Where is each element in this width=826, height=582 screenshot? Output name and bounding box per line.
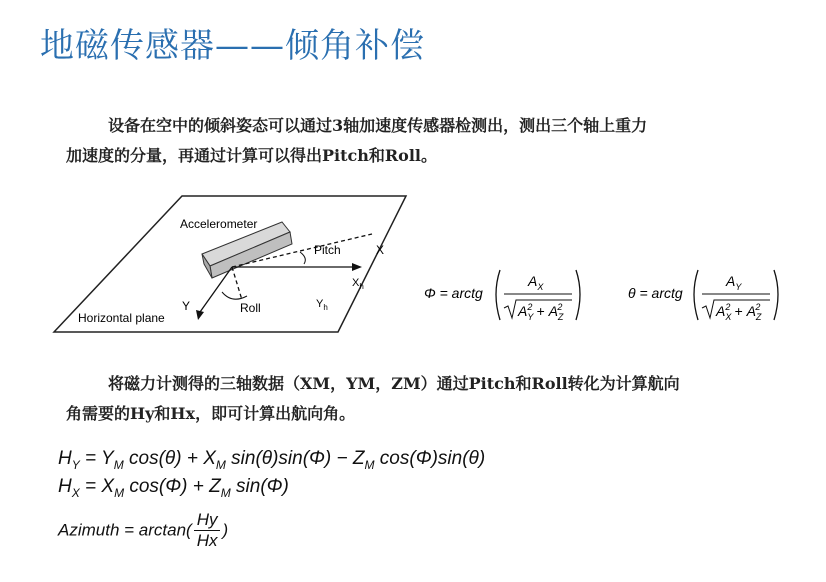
- paragraph-2-line-1: 将磁力计测得的三轴数据（XM，YM，ZM）通过Pitch和Roll转化为计算航向: [108, 374, 680, 393]
- page-title: 地磁传感器——倾角补偿: [40, 26, 425, 66]
- svg-text:AY2+AZ2: $A_Y2 + A_Z2$: [518, 302, 564, 322]
- diagram-label-horizontal-plane: Horizontal plane: [78, 311, 165, 325]
- paragraph-1-line-2: 加速度的分量，再通过计算可以得出Pitch和Roll。: [66, 146, 438, 165]
- diagram-label-x: X: [376, 243, 385, 257]
- diagram-label-y: Y: [182, 299, 191, 313]
- equation-hy: $H_Y = Y_M$ $\cos(\theta) + X_M$ $\sin(\theta)\sin(\Phi) - Z_M$ cos(Φ)sin(θ): [58, 448, 486, 472]
- paragraph-1-line-1: 设备在空中的倾斜姿态可以通过3轴加速度传感器检测出，测出三个轴上重力: [108, 116, 648, 135]
- equation-hx: $H_X = X_M$ $\cos(\Phi) + Z_M$ sin(Φ): [58, 476, 289, 500]
- svg-text:θ = arctg: θ = arctg: [628, 285, 683, 301]
- svg-text:Φ = arctg: Φ = arctg: [424, 285, 483, 301]
- tilt-diagram: [52, 192, 412, 342]
- diagram-label-yh: $Y_h$: [316, 298, 328, 312]
- diagram-label-pitch: Pitch: [314, 243, 341, 257]
- diagram-label-roll: Roll: [240, 301, 261, 315]
- svg-text:AX2+AZ2: $A_X2 + A_Z2$: [716, 302, 762, 322]
- svg-text:AY: $A_Y$: [726, 273, 742, 292]
- paragraph-2-line-2: 角需要的Hy和Hx，即可计算出航向角。: [66, 404, 356, 423]
- formula-phi: [424, 262, 584, 326]
- svg-text:AX: $A_X$: [528, 273, 544, 292]
- formula-theta: [628, 262, 788, 326]
- diagram-label-accelerometer: Accelerometer: [180, 217, 258, 231]
- equation-azimuth: Azimuth = arctan( $\frac{Hy}{Hx}$ ): [58, 510, 229, 550]
- diagram-label-xh: $X_h$: [352, 277, 364, 291]
